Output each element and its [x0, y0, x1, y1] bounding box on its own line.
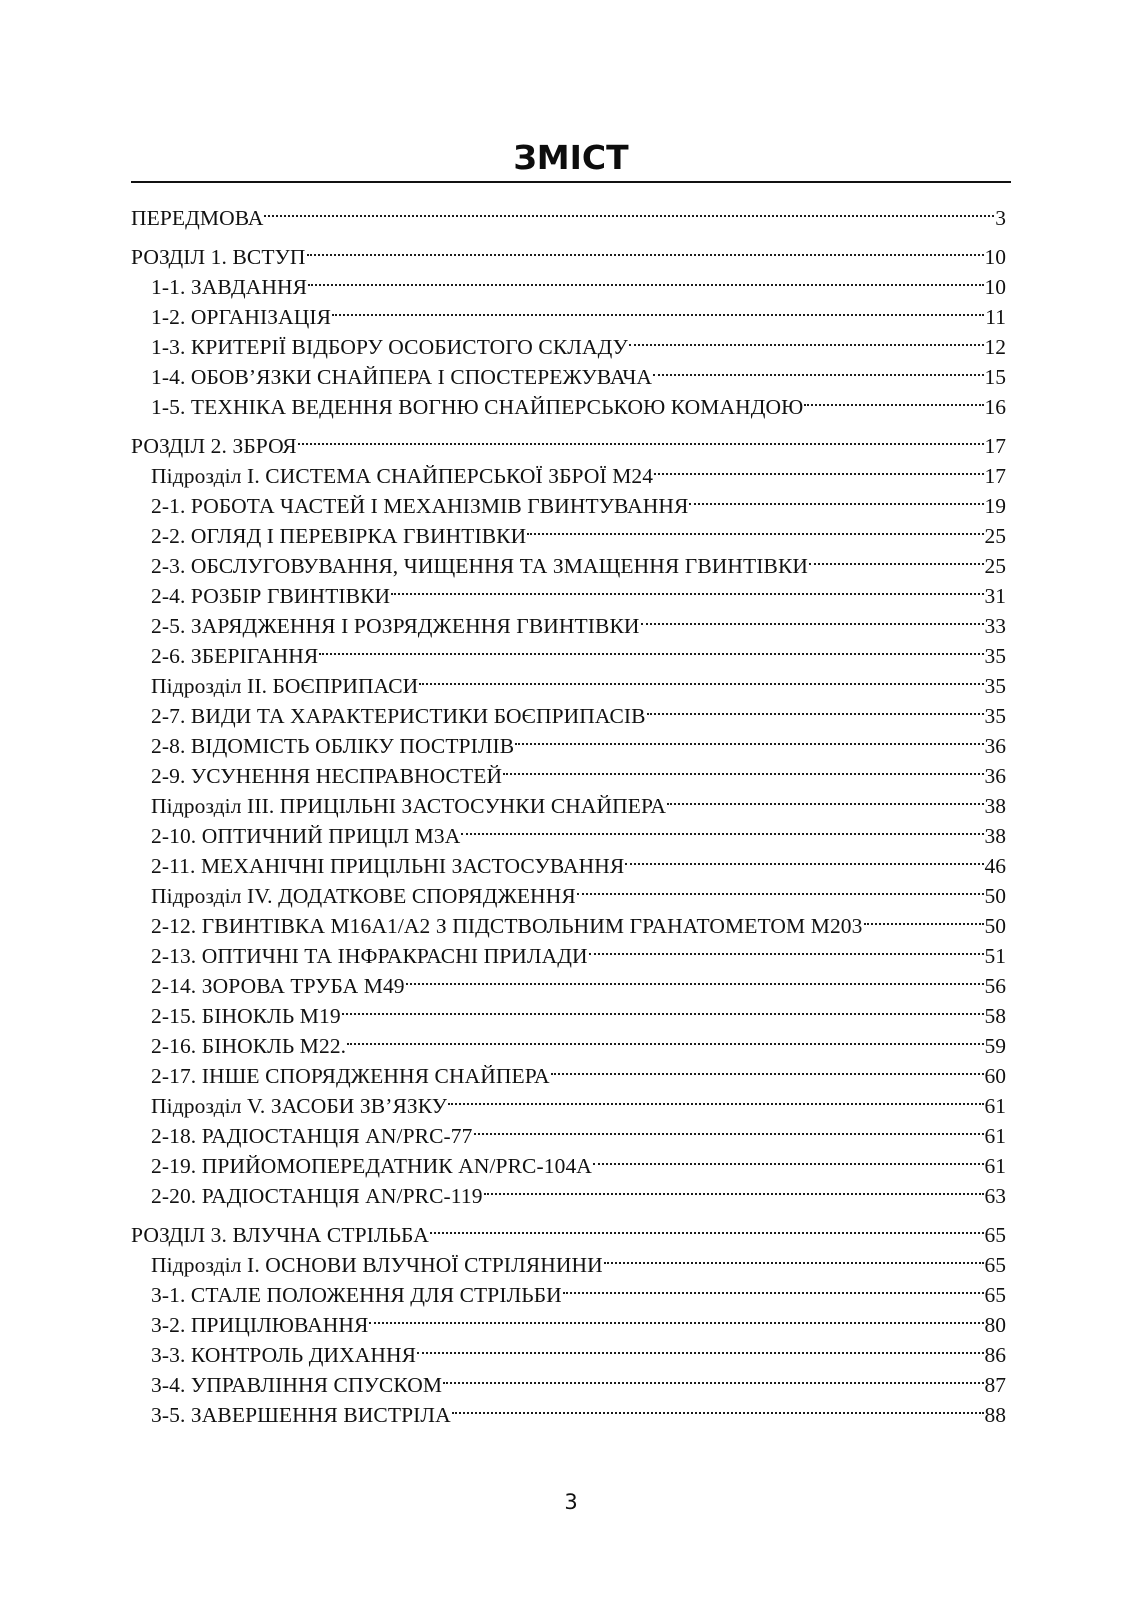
- toc-entry-page: 25: [984, 524, 1006, 548]
- toc-entry-page: 50: [984, 914, 1006, 938]
- toc-entry-page: 61: [984, 1094, 1006, 1118]
- toc-entry-label: 2-1. РОБОТА ЧАСТЕЙ І МЕХАНІЗМІВ ГВИНТУВАННЯ: [151, 494, 689, 518]
- dot-leader: [419, 663, 983, 693]
- dot-leader: [452, 1392, 984, 1422]
- toc-entry-page: 11: [985, 305, 1006, 329]
- toc-entry-label: Підрозділ I. ОСНОВИ ВЛУЧНОЇ СТРІЛЯНИНИ: [151, 1253, 603, 1277]
- toc-entry-label: Підрозділ III. ПРИЦІЛЬНІ ЗАСТОСУНКИ СНАЙПЕРА: [151, 794, 666, 818]
- toc-entry-label: 3-4. УПРАВЛІННЯ СПУСКОМ: [151, 1373, 443, 1397]
- toc-chapter-entry[interactable]: [131, 423, 1006, 458]
- toc-entry-label: РОЗДІЛ 3. ВЛУЧНА СТРІЛЬБА: [131, 1223, 429, 1247]
- toc-entry-page: 36: [984, 764, 1006, 788]
- toc-entry-page: 50: [984, 884, 1006, 908]
- toc-entry-page: 87: [984, 1373, 1006, 1397]
- toc-entry-page: 31: [984, 584, 1006, 608]
- toc-entry-label: 2-16. БІНОКЛЬ М22.: [151, 1034, 347, 1058]
- toc-entry-page: 65: [984, 1223, 1006, 1247]
- toc-entry-label: 2-3. ОБСЛУГОВУВАННЯ, ЧИЩЕННЯ ТА ЗМАЩЕННЯ ГВИНТІВКИ: [151, 554, 809, 578]
- table-of-contents: [131, 195, 1006, 1427]
- dot-leader: [593, 1143, 984, 1173]
- toc-entry-page: 56: [984, 974, 1006, 998]
- dot-leader: [667, 783, 984, 813]
- toc-entry-page: 16: [984, 395, 1006, 419]
- dot-leader: [647, 693, 984, 723]
- toc-entry-page: 25: [984, 554, 1006, 578]
- toc-entry-label: 1-5. ТЕХНІКА ВЕДЕННЯ ВОГНЮ СНАЙПЕРСЬКОЮ КОМАНДОЮ: [151, 395, 804, 419]
- dot-leader: [342, 993, 984, 1023]
- toc-entry-page: 10: [984, 245, 1006, 269]
- dot-leader: [864, 903, 984, 933]
- dot-leader: [563, 1272, 984, 1302]
- toc-entry-label: РОЗДІЛ 2. ЗБРОЯ: [131, 434, 297, 458]
- title-divider: [131, 181, 1011, 183]
- toc-entry-label: 2-7. ВИДИ ТА ХАРАКТЕРИСТИКИ БОЄПРИПАСІВ: [151, 704, 646, 728]
- dot-leader: [527, 513, 983, 543]
- toc-entry-label: 2-4. РОЗБІР ГВИНТІВКИ: [151, 584, 391, 608]
- toc-entry-label: 3-3. КОНТРОЛЬ ДИХАННЯ: [151, 1343, 417, 1367]
- toc-entry-page: 35: [984, 674, 1006, 698]
- toc-entry-page: 35: [984, 704, 1006, 728]
- toc-entry-label: 2-6. ЗБЕРІГАННЯ: [151, 644, 319, 668]
- toc-entry-label: 3-5. ЗАВЕРШЕННЯ ВИСТРІЛА: [151, 1403, 451, 1427]
- toc-entry-page: 65: [984, 1253, 1006, 1277]
- toc-entry-label: 2-5. ЗАРЯДЖЕННЯ І РОЗРЯДЖЕННЯ ГВИНТІВКИ: [151, 614, 640, 638]
- toc-entry-label: 2-19. ПРИЙОМОПЕРЕДАТНИК AN/PRC-104A: [151, 1154, 592, 1178]
- dot-leader: [577, 873, 984, 903]
- page-title: ЗМІСТ: [513, 138, 629, 177]
- toc-entry-page: 38: [984, 794, 1006, 818]
- dot-leader: [589, 933, 984, 963]
- toc-entry-page: 17: [984, 434, 1006, 458]
- toc-entry-page: 35: [984, 644, 1006, 668]
- toc-entry-label: 2-11. МЕХАНІЧНІ ПРИЦІЛЬНІ ЗАСТОСУВАННЯ: [151, 854, 625, 878]
- dot-leader: [417, 1332, 983, 1362]
- toc-entry-page: 3: [995, 206, 1006, 230]
- toc-entry-label: 2-17. ІНШЕ СПОРЯДЖЕННЯ СНАЙПЕРА: [151, 1064, 550, 1088]
- toc-entry-label: 1-1. ЗАВДАННЯ: [151, 275, 308, 299]
- dot-leader: [406, 963, 984, 993]
- dot-leader: [625, 843, 983, 873]
- toc-entry-label: 1-3. КРИТЕРІЇ ВІДБОРУ ОСОБИСТОГО СКЛАДУ: [151, 335, 628, 359]
- dot-leader: [369, 1302, 983, 1332]
- dot-leader: [689, 483, 983, 513]
- toc-entry-page: 63: [984, 1184, 1006, 1208]
- dot-leader: [391, 573, 983, 603]
- toc-entry-label: 2-8. ВІДОМІСТЬ ОБЛІКУ ПОСТРІЛІВ: [151, 734, 515, 758]
- toc-entry-page: 51: [984, 944, 1006, 968]
- toc-entry-label: 2-9. УСУНЕННЯ НЕСПРАВНОСТЕЙ: [151, 764, 503, 788]
- toc-entry-page: 17: [984, 464, 1006, 488]
- dot-leader: [551, 1053, 984, 1083]
- dot-leader: [319, 633, 983, 663]
- toc-entry-page: 15: [984, 365, 1006, 389]
- toc-entry-label: 1-2. ОРГАНІЗАЦІЯ: [151, 305, 332, 329]
- dot-leader: [443, 1362, 983, 1392]
- dot-leader: [484, 1173, 984, 1203]
- toc-entry-page: 36: [984, 734, 1006, 758]
- toc-entry-label: 2-20. РАДІОСТАНЦІЯ AN/PRC-119: [151, 1184, 483, 1208]
- toc-entry-label: 3-2. ПРИЦІЛЮВАННЯ: [151, 1313, 369, 1337]
- toc-entry-page: 59: [984, 1034, 1006, 1058]
- dot-leader: [347, 1023, 983, 1053]
- toc-chapter-entry[interactable]: [131, 195, 1006, 230]
- toc-entry-page: 61: [984, 1124, 1006, 1148]
- page-number: 3: [564, 1490, 578, 1514]
- dot-leader: [654, 453, 983, 483]
- dot-leader: [629, 324, 984, 354]
- dot-leader: [604, 1242, 984, 1272]
- toc-entry-page: 46: [984, 854, 1006, 878]
- dot-leader: [474, 1113, 984, 1143]
- dot-leader: [332, 294, 984, 324]
- toc-entry-label: 2-12. ГВИНТІВКА M16A1/A2 З ПІДСТВОЛЬНИМ ГРАНАТОМЕТОМ M203: [151, 914, 863, 938]
- toc-entry-label: Підрозділ V. ЗАСОБИ ЗВ’ЯЗКУ: [151, 1094, 448, 1118]
- toc-entry-page: 88: [984, 1403, 1006, 1427]
- toc-entry-label: РОЗДІЛ 1. ВСТУП: [131, 245, 306, 269]
- toc-entry-label: 2-18. РАДІОСТАНЦІЯ AN/PRC-77: [151, 1124, 473, 1148]
- toc-entry-label: Підрозділ II. БОЄПРИПАСИ: [151, 674, 419, 698]
- toc-entry-label: Підрозділ I. СИСТЕМА СНАЙПЕРСЬКОЇ ЗБРОЇ М24: [151, 464, 654, 488]
- dot-leader: [308, 264, 983, 294]
- dot-leader: [430, 1212, 984, 1242]
- toc-entry-page: 60: [984, 1064, 1006, 1088]
- dot-leader: [298, 423, 984, 453]
- dot-leader: [515, 723, 983, 753]
- dot-leader: [804, 384, 983, 414]
- toc-entry-label: 2-13. ОПТИЧНІ ТА ІНФРАКРАСНІ ПРИЛАДИ: [151, 944, 588, 968]
- toc-entry-label: 2-2. ОГЛЯД І ПЕРЕВІРКА ГВИНТІВКИ: [151, 524, 527, 548]
- dot-leader: [461, 813, 983, 843]
- toc-entry-page: 12: [984, 335, 1006, 359]
- toc-entry-label: ПЕРЕДМОВА: [131, 206, 264, 230]
- dot-leader: [448, 1083, 983, 1113]
- dot-leader: [641, 603, 984, 633]
- toc-entry-label: 2-15. БІНОКЛЬ М19: [151, 1004, 341, 1028]
- dot-leader: [653, 354, 983, 384]
- toc-entry-label: 2-14. ЗОРОВА ТРУБА М49: [151, 974, 405, 998]
- toc-chapter-entry[interactable]: [131, 1212, 1006, 1247]
- toc-entry-page: 80: [984, 1313, 1006, 1337]
- toc-entry-page: 19: [984, 494, 1006, 518]
- dot-leader: [307, 234, 984, 264]
- toc-chapter-entry[interactable]: [131, 234, 1006, 269]
- toc-entry-label: 3-1. СТАЛЕ ПОЛОЖЕННЯ ДЛЯ СТРІЛЬБИ: [151, 1283, 562, 1307]
- dot-leader: [503, 753, 983, 783]
- toc-entry-page: 10: [984, 275, 1006, 299]
- toc-entry-page: 65: [984, 1283, 1006, 1307]
- toc-entry-page: 38: [984, 824, 1006, 848]
- toc-entry-label: 1-4. ОБОВ’ЯЗКИ СНАЙПЕРА І СПОСТЕРЕЖУВАЧА: [151, 365, 653, 389]
- toc-entry-page: 61: [984, 1154, 1006, 1178]
- toc-entry-label: Підрозділ IV. ДОДАТКОВЕ СПОРЯДЖЕННЯ: [151, 884, 576, 908]
- dot-leader: [264, 195, 994, 225]
- toc-entry-label: 2-10. ОПТИЧНИЙ ПРИЦІЛ М3А: [151, 824, 461, 848]
- toc-entry-page: 86: [984, 1343, 1006, 1367]
- toc-entry-page: 33: [984, 614, 1006, 638]
- toc-entry-page: 58: [984, 1004, 1006, 1028]
- dot-leader: [809, 543, 983, 573]
